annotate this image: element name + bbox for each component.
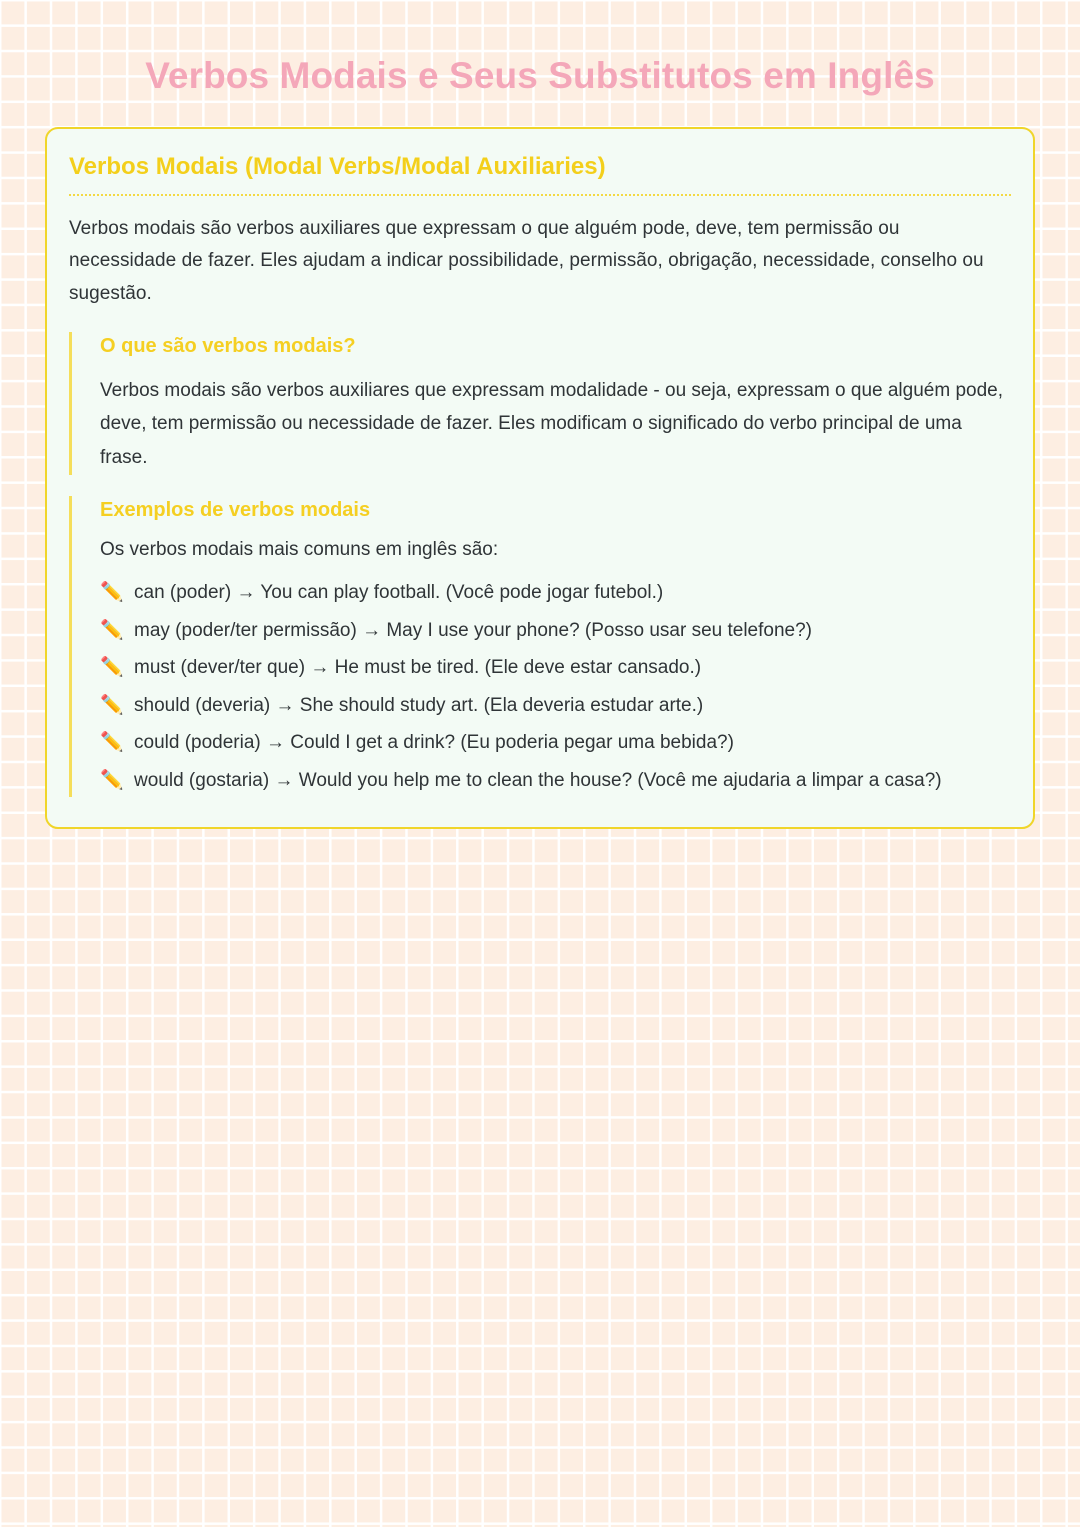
list-item: [100, 689, 1011, 722]
list-item: [100, 614, 1011, 647]
card-intro-paragraph: Verbos modais são verbos auxiliares que expressam o que alguém pode, deve, tem permissão ou necessidade de fazer. Eles ajudam a indicar possibilidade, permissão, obrigação, necessidade, conselho ou sugestão.: [69, 217, 984, 304]
section-what-are-modal-verbs: [69, 332, 1011, 475]
pencil-icon: ✏️: [100, 694, 124, 716]
list-item-text: can (poder) → You can play football. (Você pode jogar futebol.): [134, 582, 664, 604]
section-heading: Exemplos de verbos modais: [100, 499, 371, 521]
list-item: [100, 651, 1011, 684]
list-item: [100, 576, 1011, 609]
pencil-icon: ✏️: [100, 732, 124, 754]
content-card: [45, 127, 1035, 829]
list-item: [100, 726, 1011, 759]
section-body-text: Verbos modais são verbos auxiliares que expressam modalidade - ou seja, expressam o que alguém pode, deve, tem permissão ou necessidade de fazer. Eles modificam o significado do verbo principal de uma frase.: [100, 379, 1004, 469]
list-item-text: must (dever/ter que) → He must be tired. (Ele deve estar cansado.): [134, 657, 702, 679]
list-item: [100, 764, 1011, 797]
list-item-text: may (poder/ter permissão) → May I use your phone? (Posso usar seu telefone?): [134, 619, 812, 641]
list-item-text: should (deveria) → She should study art. (Ela deveria estudar arte.): [134, 694, 704, 716]
pencil-icon: ✏️: [100, 769, 124, 791]
section-heading: O que são verbos modais?: [100, 334, 356, 357]
pencil-icon: ✏️: [100, 619, 124, 641]
list-item-text: would (gostaria) → Would you help me to clean the house? (Você me ajudaria a limpar a casa?): [134, 769, 942, 791]
section-examples-of-modal-verbs: [69, 496, 1011, 797]
card-heading: Verbos Modais (Modal Verbs/Modal Auxiliaries): [69, 151, 1011, 195]
pencil-icon: ✏️: [100, 582, 124, 604]
pencil-icon: ✏️: [100, 657, 124, 679]
page-title: Verbos Modais e Seus Substitutos em Inglês: [145, 55, 935, 96]
section-lead-text: Os verbos modais mais comuns em inglês são:: [100, 539, 499, 560]
list-item-text: could (poderia) → Could I get a drink? (Eu poderia pegar uma bebida?): [134, 732, 734, 754]
modal-verb-example-list: [100, 576, 1011, 797]
